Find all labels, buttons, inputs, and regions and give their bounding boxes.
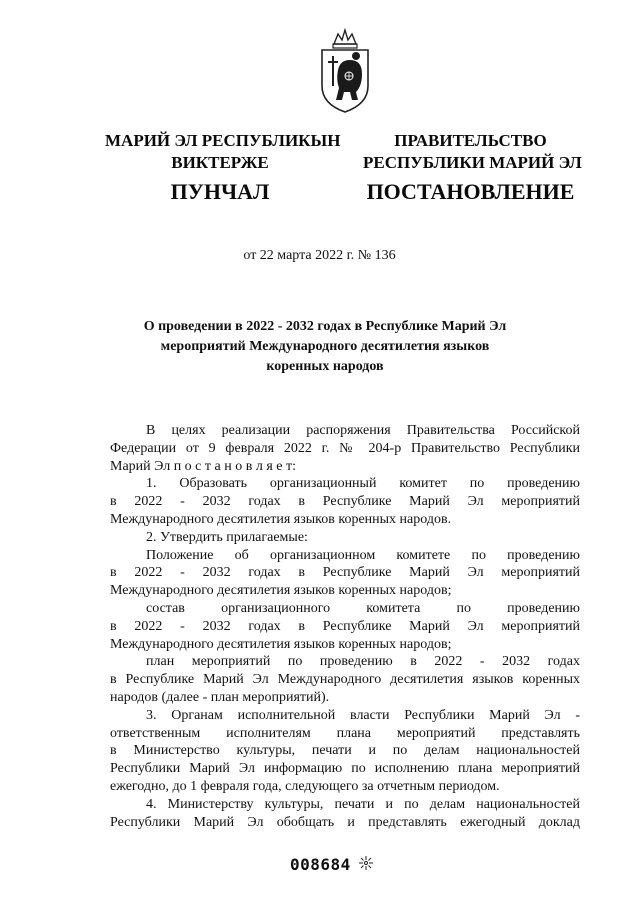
body-line: Международного десятилетия языков коренных народов; [110,583,452,599]
body-line: Международного десятилетия языков коренных народов; [110,636,452,652]
document-body [110,422,580,831]
title-line: мероприятий Международного десятилетия языков [160,339,490,354]
body-line: Марий Эл п о с т а н о в л я е т: [110,458,296,474]
header-right [363,130,582,205]
stamp-star-icon [358,855,374,871]
serial-number: 008684 [290,855,351,874]
body-line: в 2022 - 2032 годах в Республике Марий Эл мероприятий [110,565,580,581]
body-line: 3. Органам исполнительной власти Республики Марий Эл - [146,707,580,723]
title-line: О проведении в 2022 - 2032 годах в Республике Марий Эл [143,319,507,334]
header-left-doctype: ПУНЧАЛ [170,179,270,204]
body-line: 1. Образовать организационный комитет по проведению [146,476,580,492]
body-line: в Министерство культуры, печати и по делам национальностей [110,743,580,759]
body-line: В целях реализации распоряжения Правительства Российской [146,423,580,438]
body-line: в 2022 - 2032 годах в Республике Марий Эл мероприятий [110,494,580,510]
document-date-number: от 22 марта 2022 г. № 136 [243,248,396,263]
body-line: ежегодно, до 1 февраля года, следующего за отчетным периодом. [110,778,500,794]
body-line: в 2022 - 2032 годах в Республике Марий Эл мероприятий [110,618,580,634]
title-line: коренных народов [266,359,384,374]
header-left [105,130,341,205]
header-right-line1: ПРАВИТЕЛЬСТВО [394,131,547,150]
body-line: Республики Марий Эл обобщать и представлять ежегодный доклад [110,814,580,830]
document-title [120,317,530,377]
body-line: состав организационного комитета по проведению [146,600,580,616]
body-line: ответственным исполнителям плана мероприятий представлять [110,725,580,741]
coat-of-arms-icon [316,26,374,116]
body-line: Республики Марий Эл информацию по исполнению плана мероприятий [110,761,580,777]
body-line: 4. Министерству культуры, печати и по делам национальностей [146,796,580,812]
body-line: план мероприятий по проведению в 2022 - 2032 годах [146,654,580,670]
header-left-line1: МАРИЙ ЭЛ РЕСПУБЛИКЫН [105,131,341,150]
header-left-line2: ВИКТЕРЖЕ [171,153,269,172]
body-line: 2. Утвердить прилагаемые: [146,529,308,545]
body-line: в Республике Марий Эл Международного десятилетия языков коренных [110,672,580,688]
body-line: Международного десятилетия языков коренных народов. [110,511,452,527]
body-line: народов (далее - план мероприятий). [110,689,330,705]
header-right-doctype: ПОСТАНОВЛЕНИЕ [366,179,575,204]
header-right-line2: РЕСПУБЛИКИ МАРИЙ ЭЛ [363,153,582,172]
body-line: Федерации от 9 февраля 2022 г. № 204-р Правительство Республики [110,440,580,456]
body-line: Положение об организационном комитете по проведению [146,547,580,563]
